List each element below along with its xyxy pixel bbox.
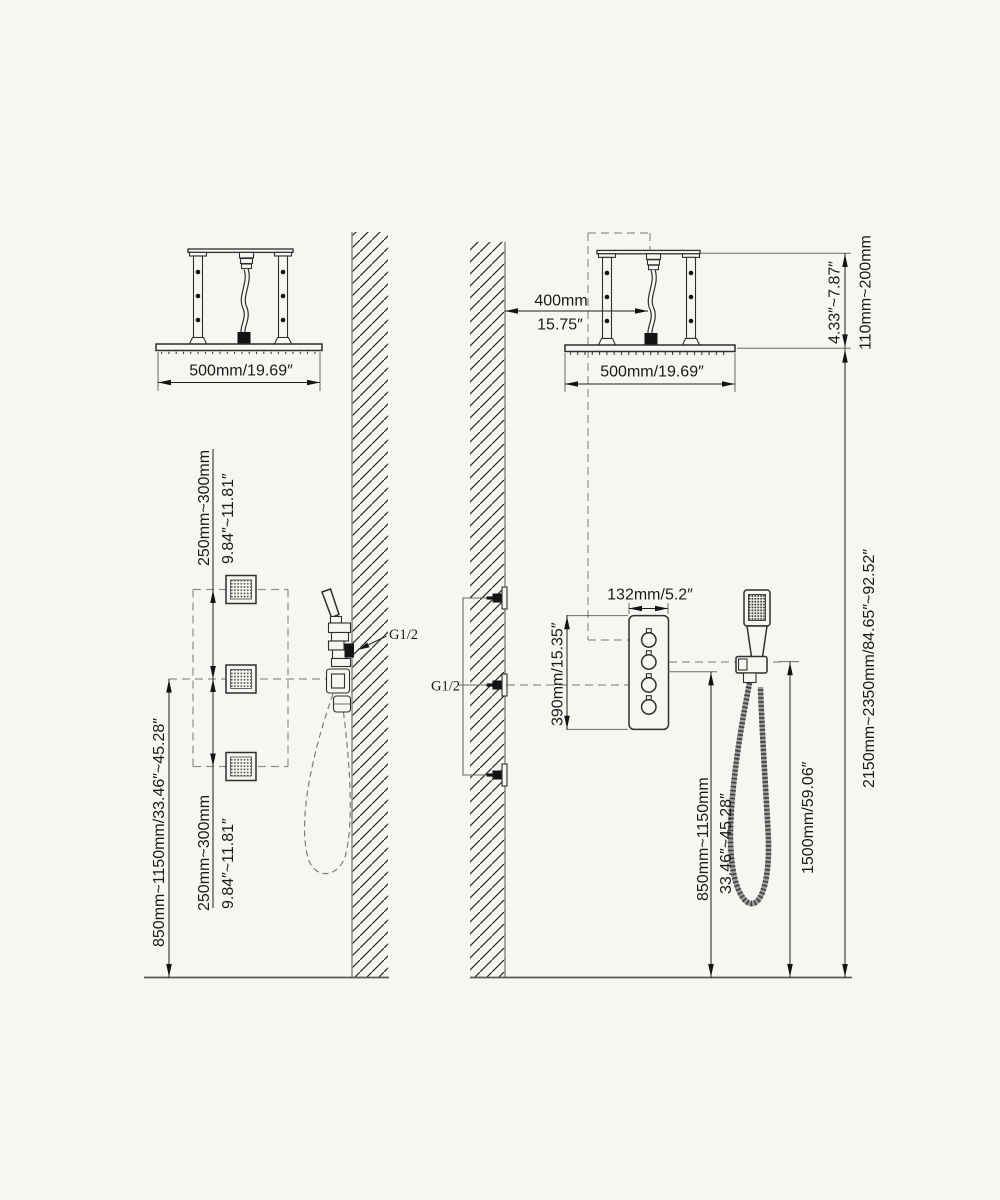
dim-label: 250mm~300mm xyxy=(196,794,213,911)
hose-nut xyxy=(744,673,757,683)
dim-label: 850mm~1150mm xyxy=(695,777,712,901)
support-rod xyxy=(599,254,616,345)
dim-left-mount-height xyxy=(151,679,172,978)
right-wall xyxy=(470,242,505,978)
dim-label: 4.33″~7.87″ xyxy=(826,261,844,344)
dim-label: 850mm~1150mm/33.46″~45.28″ xyxy=(151,718,168,947)
right-ceiling-shower-head xyxy=(565,250,735,355)
dim-label: 110mm~200mm xyxy=(857,235,875,350)
spray-nozzles xyxy=(570,352,730,355)
right-hand-shower xyxy=(730,590,770,904)
dim-label: 400mm xyxy=(534,292,588,310)
dim-ceiling-drop xyxy=(700,235,875,350)
body-jet xyxy=(226,665,256,693)
right-wall-hatch xyxy=(470,242,505,978)
spout-lever-handle xyxy=(322,589,339,618)
dim-right-head-width xyxy=(565,353,735,392)
dim-label: 1500mm/59.06″ xyxy=(800,761,817,874)
water-inlet-hose xyxy=(645,254,661,345)
dim-label: 9.84″~11.81″ xyxy=(220,473,237,564)
handshower-hose xyxy=(730,683,768,904)
dim-label: 132mm/5.2″ xyxy=(607,586,693,604)
dim-right-wall-offset xyxy=(505,293,648,334)
dim-label: 500mm/19.69″ xyxy=(600,363,704,381)
right-ceiling-dashed-routing xyxy=(588,233,650,640)
support-rod xyxy=(275,252,292,344)
dim-left-head-width xyxy=(158,352,320,391)
dim-label: 15.75″ xyxy=(537,316,583,334)
left-tub-spout xyxy=(322,589,354,712)
right-g12-callout xyxy=(431,679,460,695)
dim-handshower-height xyxy=(779,662,817,978)
left-wall-hatch xyxy=(352,232,388,978)
water-inlet-hose xyxy=(238,252,254,344)
spray-nozzles xyxy=(161,351,317,354)
body-jet xyxy=(226,576,256,604)
support-rod xyxy=(683,254,700,345)
left-ceiling-shower-head xyxy=(156,249,322,354)
thread-size-label: G1/2 xyxy=(431,678,460,695)
dim-label: 390mm/15.35″ xyxy=(549,622,567,726)
shower-head-plate xyxy=(565,345,735,352)
dim-valve-height xyxy=(550,616,629,730)
right-thermostatic-valve xyxy=(629,616,669,730)
dim-total-height xyxy=(842,349,878,978)
shower-head-plate xyxy=(156,344,322,351)
dim-label: 33.46″~45.28″ xyxy=(718,793,735,894)
dim-label: 9.84″~11.81″ xyxy=(220,818,237,909)
left-handshower-hose-dashed xyxy=(305,694,351,874)
left-jet-dashed-outline xyxy=(169,590,352,767)
dim-label: 500mm/19.69″ xyxy=(189,362,293,380)
left-body-jets xyxy=(226,576,256,781)
handshower-spray-face xyxy=(749,595,766,621)
dim-valve-width xyxy=(607,587,693,615)
support-rod xyxy=(190,252,207,344)
dim-valve-mount-height xyxy=(668,672,735,978)
left-wall xyxy=(352,232,388,978)
thread-size-label: G1/2 xyxy=(389,627,418,643)
dim-label: 2150mm~2350mm/84.65″~92.52″ xyxy=(861,548,878,788)
body-jet xyxy=(226,753,256,781)
handshower-handle xyxy=(747,626,767,657)
g12-wall-connection xyxy=(345,644,355,658)
dim-label: 250mm~300mm xyxy=(196,449,213,566)
